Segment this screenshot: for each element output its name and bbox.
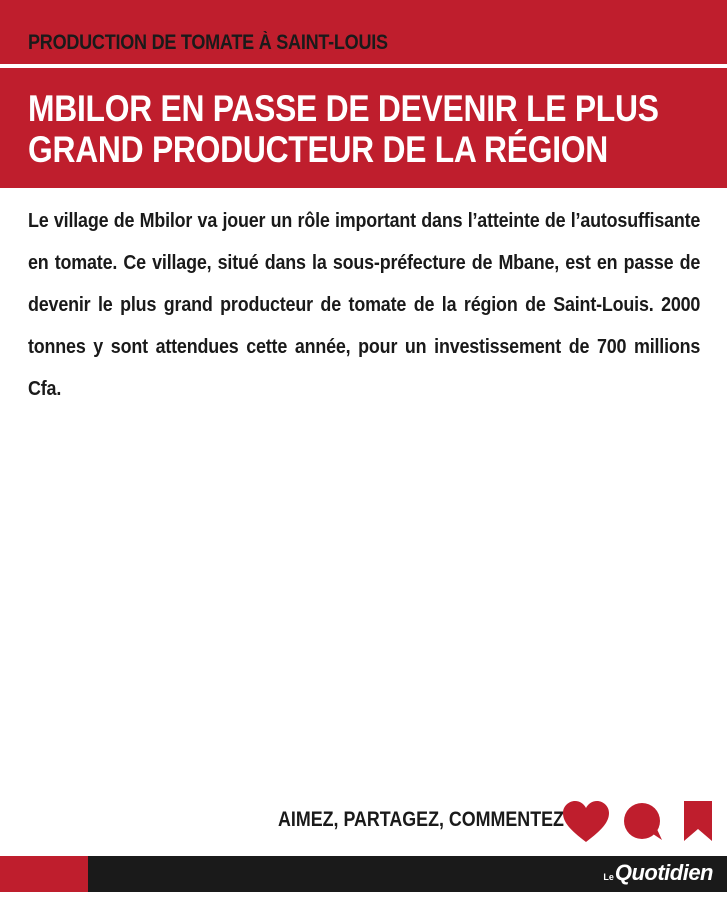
logo-prefix: Le [603,872,614,882]
logo-name: Quotidien [614,860,713,885]
kicker-band [0,0,727,66]
bookmark-icon[interactable] [683,800,713,842]
headline-band [0,68,727,188]
call-to-action: AIMEZ, PARTAGEZ, COMMENTEZ [278,808,564,831]
comment-icon[interactable] [622,802,664,842]
kicker-label: PRODUCTION DE TOMATE À SAINT-LOUIS [28,31,388,54]
footer-accent [0,856,88,892]
brand-logo [603,860,713,888]
headline: MBILOR EN PASSE DE DEVENIR LE PLUS GRAND PRODUCTEUR DE LA RÉGION [28,88,659,170]
article-body: Le village de Mbilor va jouer un rôle important dans l’atteinte de l’autosuffisante en tomate. Ce village, situé dans la sous-préfecture de Mbane, est en passe de devenir le plus grand producteur de tomate de la région de Saint-Louis. 2000 tonnes y sont attendues cette année, pour un investissement de 700 millions Cfa. [28,209,701,400]
heart-icon[interactable] [562,800,610,844]
footer-bar [0,856,727,892]
